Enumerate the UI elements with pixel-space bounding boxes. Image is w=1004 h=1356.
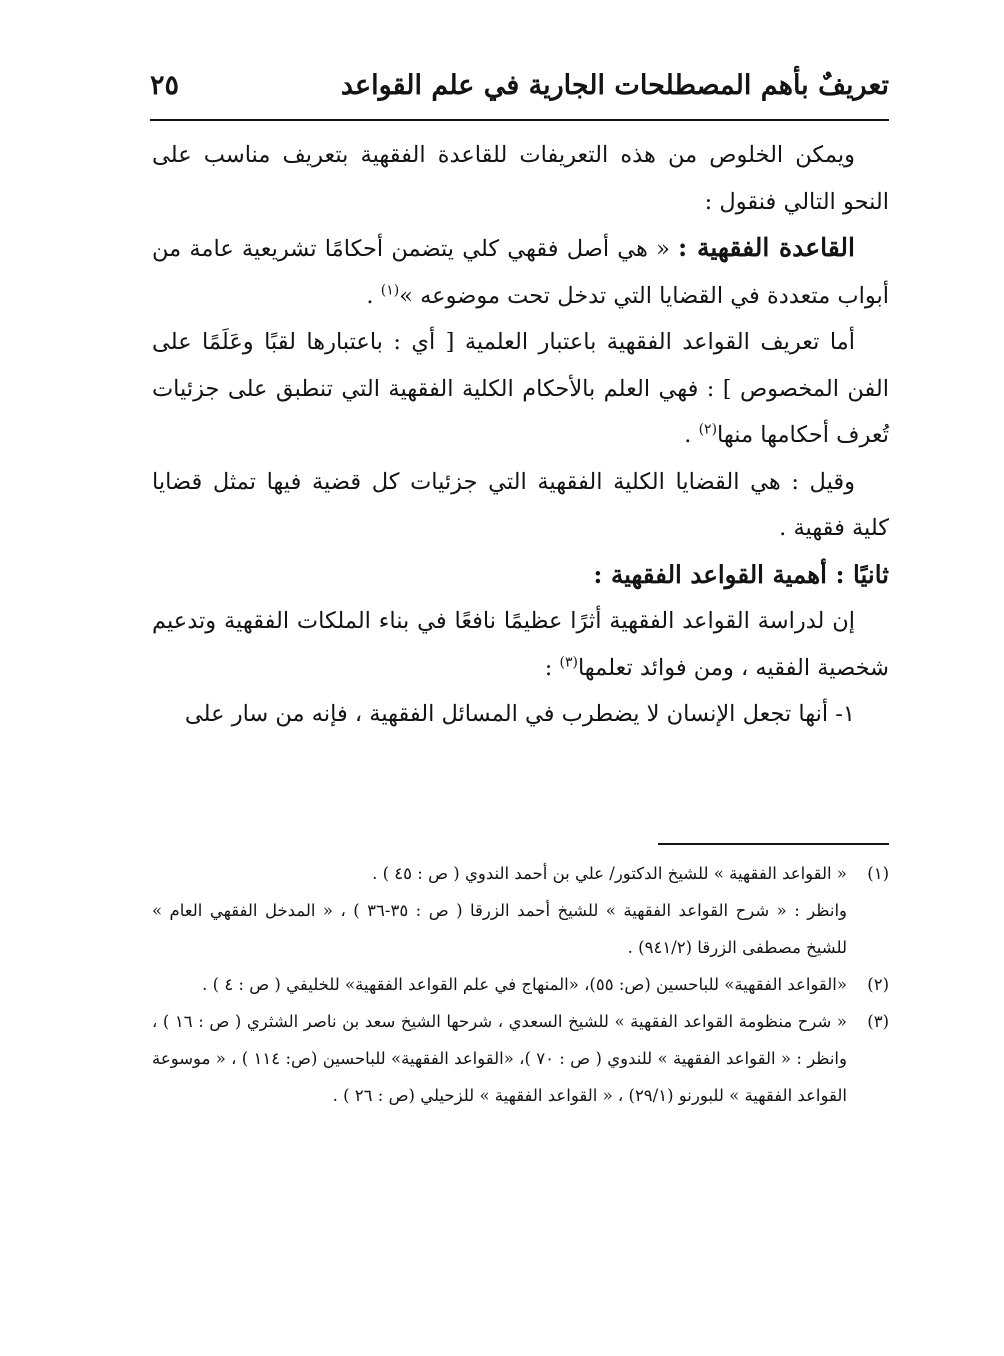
footnote-number: (٢) xyxy=(867,975,889,994)
definition-text: « هي أصل فقهي كلي يتضمن أحكامًا تشريعية عامة من أبواب متعددة في القضايا التي تدخل تحت موضوعه » xyxy=(152,236,889,309)
definition-term: القاعدة الفقهية : xyxy=(678,233,855,262)
paragraph-5-text: إن لدراسة القواعد الفقهية أثرًا عظيمًا نافعًا في بناء الملكات الفقهية وتدعيم شخصية الفقيه ، ومن فوائد تعلمها xyxy=(152,608,889,681)
paragraph-3-text: أما تعريف القواعد الفقهية باعتبار العلمية [ أي : باعتبارها لقبًا وعَلَمًا على الفن المخصوص ] : فهي العلم بالأحكام الكلية الفقهية التي تنطبق على جزئيات تُعرف أحكامها منها xyxy=(152,329,889,448)
footnote-number: (١) xyxy=(867,864,889,883)
paragraph-2 xyxy=(152,225,889,319)
footnote-2 xyxy=(152,966,889,1003)
footnote-ref-3: (٣) xyxy=(559,654,578,670)
paragraph-5 xyxy=(152,598,889,691)
footnote-ref-1: (١) xyxy=(380,282,400,298)
paragraph-3 xyxy=(152,319,889,459)
paragraph-3-end: . xyxy=(684,422,699,448)
section-heading: ثانيًا : أهمية القواعد الفقهية : xyxy=(593,559,889,589)
main-text xyxy=(152,132,889,738)
list-item-1: ١- أنها تجعل الإنسان لا يضطرب في المسائل الفقهية ، فإنه من سار على xyxy=(184,701,855,727)
page-number: ٢٥ xyxy=(150,70,180,101)
footnote-rule xyxy=(658,843,889,845)
footnote-line: « شرح منظومة القواعد الفقهية » للشيخ السعدي ، شرحها الشيخ سعد بن ناصر الشثري ( ص : ١٦ ) ، وانظر : « القواعد الفقهية » للندوي ( ص : ٧٠ )، «القواعد الفقهية» للباحسين (ص: ١١٤ ) ، « موسوعة القواعد الفقهية » للبورنو (٢٩/١) ، « القواعد الفقهية » للزحيلي (ص : ٢٦ ) . xyxy=(152,1012,847,1105)
footnote-1 xyxy=(152,855,889,966)
paragraph-1: ويمكن الخلوص من هذه التعريفات للقاعدة الفقهية بتعريف مناسب على النحو التالي فنقول : xyxy=(152,142,889,215)
footnote-line: وانظر : « شرح القواعد الفقهية » للشيخ أحمد الزرقا ( ص : ٣٥-٣٦ ) ، « المدخل الفقهي العام » للشيخ مصطفى الزرقا (٩٤١/٢) . xyxy=(152,901,847,957)
running-title: تعريفٌ بأهم المصطلحات الجارية في علم القواعد xyxy=(340,70,889,101)
footnote-3 xyxy=(152,1003,889,1114)
header-rule xyxy=(150,119,889,121)
footnote-ref-2: (٢) xyxy=(698,421,718,438)
page-header xyxy=(150,58,889,114)
paragraph-2-end: . xyxy=(366,282,381,309)
paragraph-5-end: : xyxy=(544,654,560,681)
footnote-line: «القواعد الفقهية» للباحسين (ص: ٥٥)، «المنهاج في علم القواعد الفقهية» للخليفي ( ص : ٤ ) . xyxy=(202,975,847,994)
footnote-line: « القواعد الفقهية » للشيخ الدكتور/ علي بن أحمد الندوي ( ص : ٤٥ ) . xyxy=(372,864,847,883)
paragraph-4: وقيل : هي القضايا الكلية الفقهية التي جزئيات كل قضية فيها تمثل قضايا كلية فقهية . xyxy=(152,468,889,541)
footnotes xyxy=(152,855,889,1114)
footnote-number: (٣) xyxy=(867,1012,889,1031)
